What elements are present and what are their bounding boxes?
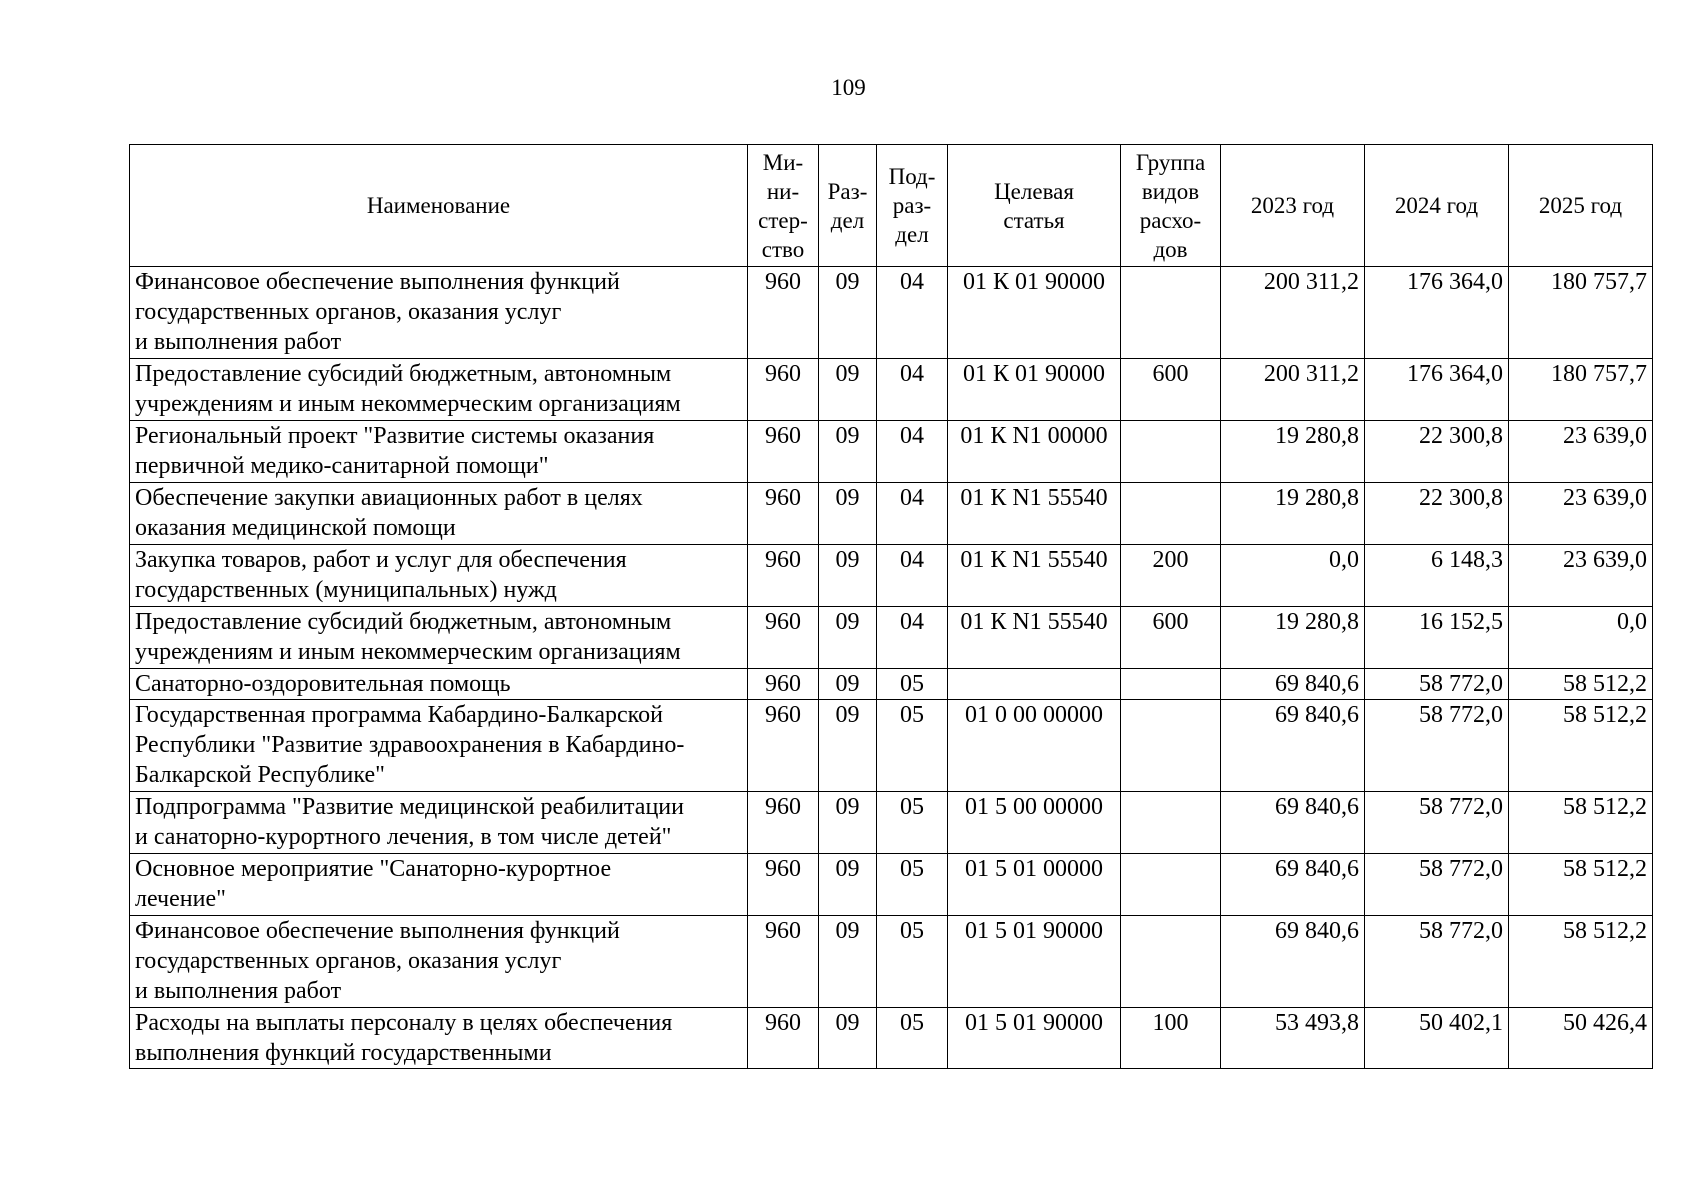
table-row	[130, 916, 1653, 1008]
cell-y2024: 58 772,0	[1365, 916, 1509, 1008]
cell-y2023: 53 493,8	[1221, 1008, 1365, 1069]
cell-y2023: 69 840,6	[1221, 669, 1365, 700]
cell-podrazdel: 05	[877, 1008, 948, 1069]
cell-y2023: 69 840,6	[1221, 792, 1365, 854]
cell-y2025: 58 512,2	[1509, 700, 1653, 792]
cell-y2023: 69 840,6	[1221, 916, 1365, 1008]
cell-name: Финансовое обеспечение выполнения функций государственных органов, оказания услуг и выполнения работ	[130, 916, 748, 1008]
cell-ministry: 960	[748, 483, 819, 545]
cell-podrazdel: 04	[877, 607, 948, 669]
cell-group: 600	[1121, 607, 1221, 669]
cell-razdel: 09	[819, 545, 877, 607]
cell-razdel: 09	[819, 669, 877, 700]
table-row	[130, 545, 1653, 607]
cell-ministry: 960	[748, 421, 819, 483]
header-ministry	[748, 145, 819, 267]
cell-target: 01 0 00 00000	[948, 700, 1121, 792]
header-group-text: Группа видов расхо- дов	[1135, 149, 1206, 262]
cell-group: 600	[1121, 359, 1221, 421]
cell-razdel: 09	[819, 700, 877, 792]
cell-razdel: 09	[819, 421, 877, 483]
cell-y2025: 23 639,0	[1509, 545, 1653, 607]
cell-ministry: 960	[748, 267, 819, 359]
cell-group	[1121, 916, 1221, 1008]
header-podrazdel-text: Под- раз- дел	[888, 164, 936, 247]
cell-y2023: 19 280,8	[1221, 483, 1365, 545]
cell-name: Санаторно-оздоровительная помощь	[130, 669, 748, 700]
cell-podrazdel: 05	[877, 669, 948, 700]
cell-target: 01 5 01 00000	[948, 854, 1121, 916]
header-name-text: Наименование	[366, 193, 511, 218]
table-row	[130, 854, 1653, 916]
cell-name: Обеспечение закупки авиационных работ в целях оказания медицинской помощи	[130, 483, 748, 545]
cell-razdel: 09	[819, 483, 877, 545]
cell-name: Предоставление субсидий бюджетным, автономным учреждениям и иным некоммерческим организациям	[130, 359, 748, 421]
cell-y2025: 180 757,7	[1509, 359, 1653, 421]
table-row	[130, 267, 1653, 359]
cell-y2023: 200 311,2	[1221, 359, 1365, 421]
cell-y2024: 58 772,0	[1365, 700, 1509, 792]
cell-ministry: 960	[748, 700, 819, 792]
cell-y2024: 16 152,5	[1365, 607, 1509, 669]
cell-name: Предоставление субсидий бюджетным, автономным учреждениям и иным некоммерческим организациям	[130, 607, 748, 669]
cell-target: 01 К N1 55540	[948, 607, 1121, 669]
cell-y2024: 22 300,8	[1365, 421, 1509, 483]
cell-group: 200	[1121, 545, 1221, 607]
table-row	[130, 700, 1653, 792]
cell-razdel: 09	[819, 1008, 877, 1069]
header-group	[1121, 145, 1221, 267]
cell-target: 01 5 01 90000	[948, 916, 1121, 1008]
cell-y2023: 69 840,6	[1221, 854, 1365, 916]
cell-y2023: 69 840,6	[1221, 700, 1365, 792]
table-row	[130, 1008, 1653, 1069]
cell-podrazdel: 04	[877, 483, 948, 545]
cell-ministry: 960	[748, 545, 819, 607]
cell-podrazdel: 04	[877, 545, 948, 607]
cell-razdel: 09	[819, 854, 877, 916]
cell-group	[1121, 267, 1221, 359]
cell-y2025: 58 512,2	[1509, 916, 1653, 1008]
cell-y2024: 176 364,0	[1365, 359, 1509, 421]
cell-y2025: 23 639,0	[1509, 483, 1653, 545]
cell-name: Государственная программа Кабардино-Балкарской Республики "Развитие здравоохранения в Кабардино- Балкарской Республике"	[130, 700, 748, 792]
cell-y2025: 180 757,7	[1509, 267, 1653, 359]
cell-group	[1121, 792, 1221, 854]
cell-name: Финансовое обеспечение выполнения функций государственных органов, оказания услуг и выполнения работ	[130, 267, 748, 359]
cell-name: Основное мероприятие "Санаторно-курортное лечение"	[130, 854, 748, 916]
cell-podrazdel: 05	[877, 854, 948, 916]
cell-podrazdel: 04	[877, 359, 948, 421]
cell-group	[1121, 854, 1221, 916]
header-2023	[1221, 145, 1365, 267]
cell-y2024: 22 300,8	[1365, 483, 1509, 545]
cell-name: Региональный проект "Развитие системы оказания первичной медико-санитарной помощи"	[130, 421, 748, 483]
cell-razdel: 09	[819, 792, 877, 854]
cell-y2024: 50 402,1	[1365, 1008, 1509, 1069]
cell-y2023: 200 311,2	[1221, 267, 1365, 359]
cell-y2024: 58 772,0	[1365, 854, 1509, 916]
cell-y2023: 0,0	[1221, 545, 1365, 607]
cell-group	[1121, 700, 1221, 792]
header-target	[948, 145, 1121, 267]
header-2025-text: 2025 год	[1538, 193, 1623, 218]
table-row	[130, 669, 1653, 700]
cell-y2023: 19 280,8	[1221, 607, 1365, 669]
cell-ministry: 960	[748, 792, 819, 854]
cell-podrazdel: 04	[877, 421, 948, 483]
cell-y2025: 50 426,4	[1509, 1008, 1653, 1069]
cell-target: 01 К 01 90000	[948, 267, 1121, 359]
cell-podrazdel: 05	[877, 792, 948, 854]
cell-podrazdel: 05	[877, 916, 948, 1008]
table-row	[130, 483, 1653, 545]
cell-name: Расходы на выплаты персоналу в целях обеспечения выполнения функций государственными	[130, 1008, 748, 1069]
table-row	[130, 792, 1653, 854]
cell-razdel: 09	[819, 267, 877, 359]
cell-podrazdel: 04	[877, 267, 948, 359]
cell-ministry: 960	[748, 916, 819, 1008]
cell-y2024: 58 772,0	[1365, 669, 1509, 700]
cell-razdel: 09	[819, 916, 877, 1008]
table-body	[130, 267, 1653, 1069]
header-podrazdel	[877, 145, 948, 267]
cell-name: Подпрограмма "Развитие медицинской реабилитации и санаторно-курортного лечения, в том числе детей"	[130, 792, 748, 854]
header-target-text: Целевая статья	[994, 178, 1074, 233]
header-ministry-text: Ми- ни- стер- ство	[758, 149, 808, 262]
table-row	[130, 607, 1653, 669]
table-row	[130, 421, 1653, 483]
cell-group	[1121, 421, 1221, 483]
budget-table	[129, 144, 1653, 1069]
cell-y2025: 58 512,2	[1509, 792, 1653, 854]
cell-ministry: 960	[748, 359, 819, 421]
cell-target: 01 5 01 90000	[948, 1008, 1121, 1069]
cell-target: 01 К N1 00000	[948, 421, 1121, 483]
cell-y2025: 58 512,2	[1509, 669, 1653, 700]
header-name	[130, 145, 748, 267]
page-number: 109	[831, 75, 866, 100]
cell-target: 01 К N1 55540	[948, 545, 1121, 607]
cell-y2025: 23 639,0	[1509, 421, 1653, 483]
cell-ministry: 960	[748, 669, 819, 700]
cell-group: 100	[1121, 1008, 1221, 1069]
cell-y2024: 6 148,3	[1365, 545, 1509, 607]
header-2025	[1509, 145, 1653, 267]
header-2023-text: 2023 год	[1250, 193, 1335, 218]
cell-razdel: 09	[819, 359, 877, 421]
header-razdel-text: Раз- дел	[827, 178, 868, 233]
cell-y2023: 19 280,8	[1221, 421, 1365, 483]
cell-target	[948, 669, 1121, 700]
cell-y2024: 58 772,0	[1365, 792, 1509, 854]
table-header-row	[130, 145, 1653, 267]
header-2024	[1365, 145, 1509, 267]
cell-y2025: 0,0	[1509, 607, 1653, 669]
table-row	[130, 359, 1653, 421]
cell-target: 01 5 00 00000	[948, 792, 1121, 854]
cell-podrazdel: 05	[877, 700, 948, 792]
cell-target: 01 К 01 90000	[948, 359, 1121, 421]
cell-ministry: 960	[748, 854, 819, 916]
header-razdel	[819, 145, 877, 267]
cell-ministry: 960	[748, 1008, 819, 1069]
cell-y2024: 176 364,0	[1365, 267, 1509, 359]
cell-y2025: 58 512,2	[1509, 854, 1653, 916]
cell-target: 01 К N1 55540	[948, 483, 1121, 545]
cell-ministry: 960	[748, 607, 819, 669]
cell-group	[1121, 669, 1221, 700]
cell-razdel: 09	[819, 607, 877, 669]
cell-name: Закупка товаров, работ и услуг для обеспечения государственных (муниципальных) нужд	[130, 545, 748, 607]
header-2024-text: 2024 год	[1394, 193, 1479, 218]
cell-group	[1121, 483, 1221, 545]
